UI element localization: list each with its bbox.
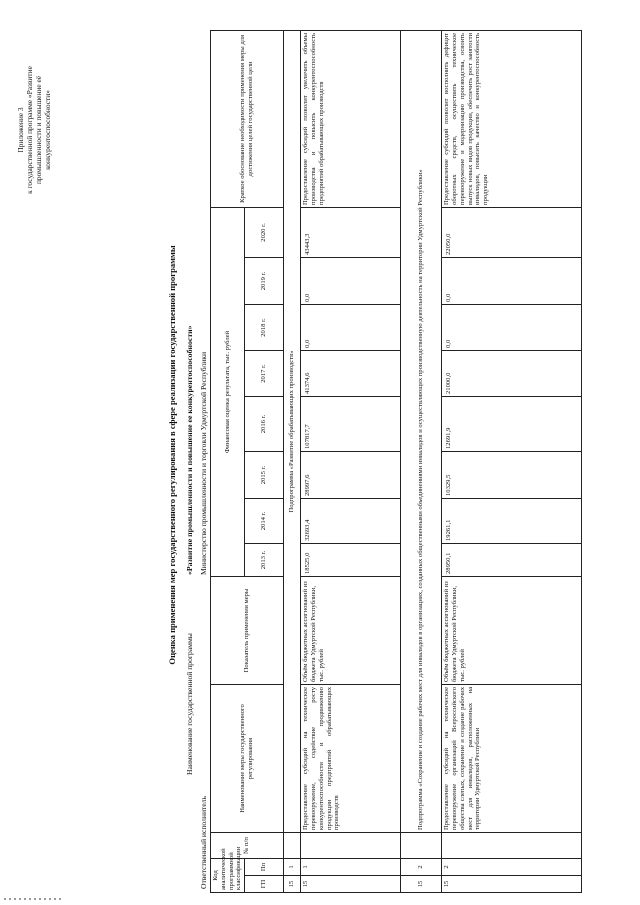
empty-cell <box>401 833 442 859</box>
subprogram-row <box>401 30 442 892</box>
executor-label: Ответственный исполнитель <box>199 796 208 889</box>
measure-cell: Предоставление субсидий на техническое перевооружение, содействие росту конкурентоспособности и продвижению продукции предприятий обрабатывающих производств <box>301 685 401 833</box>
header-indicator: Показатель применения меры <box>211 577 284 685</box>
value-cell: 12691,9 <box>442 397 582 452</box>
header-year: 2016 г. <box>245 397 284 452</box>
value-cell: 0,0 <box>301 305 401 351</box>
value-cell: 21000,0 <box>442 351 582 397</box>
header-justification: Краткое обоснование необходимости применения меры для достижения целей государственной цели <box>211 30 284 207</box>
header-code: Код аналитической программной классификации <box>211 859 245 893</box>
gp-cell: 15 <box>301 876 401 893</box>
regulation-measures-table <box>210 30 582 893</box>
gp-cell: 15 <box>442 876 582 893</box>
value-cell: 0,0 <box>442 258 582 305</box>
scan-artifact <box>4 898 64 900</box>
subprogram-title: Подпрограмма «Сохранение и создание рабочих мест для инвалидов в организациях, созданных общественными объединениями инвалидов и осуществляющих производственную деятельность на территории Удмуртской Республики» <box>401 30 442 832</box>
appendix-line: Приложение 3 <box>16 107 25 153</box>
justification-cell: Предоставление субсидий позволит восполнить дефицит оборотных средств, осуществить техническое перевооружение и модернизацию производства, освоить выпуск новых видов продукции, обеспечить рост занятости инвалидов, повысить качество и конкурентоспособность продукции <box>442 30 582 207</box>
value-cell: 28997,6 <box>301 452 401 499</box>
header-year: 2015 г. <box>245 452 284 499</box>
gp-cell: 15 <box>401 876 442 893</box>
value-cell: 32693,4 <box>301 499 401 544</box>
value-cell: 0,0 <box>442 305 582 351</box>
pp-cell: 1 <box>301 859 401 876</box>
header-pp: Пп <box>245 859 284 876</box>
executor-name: Министерство промышленности и торговли Удмуртской Республики <box>199 351 208 575</box>
justification-cell: Предоставление субсидий позволит увеличить объемы производства и повысить конкурентоспособность предприятий обрабатывающих производств <box>301 30 401 207</box>
gp-cell: 15 <box>284 876 301 893</box>
header-year: 2013 г. <box>245 544 284 577</box>
value-cell: 10329,5 <box>442 452 582 499</box>
indicator-cell: Объём бюджетных ассигнований из бюджета Удмуртской Республики, тыс. рублей <box>301 577 401 685</box>
indicator-cell: Объём бюджетных ассигнований из бюджета Удмуртской Республики, тыс. рублей <box>442 577 582 685</box>
pp-cell: 2 <box>442 859 582 876</box>
empty-cell <box>442 833 582 859</box>
header-year: 2020 г. <box>245 207 284 257</box>
value-cell: 43443,3 <box>301 207 401 257</box>
table-row <box>442 30 582 892</box>
value-cell: 22050,0 <box>442 207 582 257</box>
header-measure: Наименование меры государственного регулирования <box>211 685 284 833</box>
empty-cell <box>301 833 401 859</box>
header-number: № п/п <box>211 833 284 859</box>
appendix-note <box>16 5 52 255</box>
value-cell: 41374,6 <box>301 351 401 397</box>
appendix-line: промышленности и повышение её <box>34 75 43 185</box>
document-title: Оценка применения мер государственного регулирования в сфере реализации государственной программы <box>167 245 177 665</box>
table-row <box>301 30 401 892</box>
pp-cell: 1 <box>284 859 301 876</box>
header-finance: Финансовая оценка результата, тыс. рублей <box>211 207 245 576</box>
value-cell: 107817,7 <box>301 397 401 452</box>
header-gp: ГП <box>245 876 284 893</box>
program-label: Наименование государственной программы <box>185 633 194 775</box>
header-year: 2014 г. <box>245 499 284 544</box>
header-year: 2018 г. <box>245 305 284 351</box>
header-year: 2019 г. <box>245 258 284 305</box>
empty-cell <box>284 833 301 859</box>
measure-cell: Предоставление субсидий на техническое перевооружение организаций Всероссийского общества слепых, сохранение и создание рабочих мест для инвалидов, расположенных на территории Удмуртской Республики <box>442 685 582 833</box>
value-cell: 18525,0 <box>301 544 401 577</box>
value-cell: 28950,1 <box>442 544 582 577</box>
value-cell: 19261,1 <box>442 499 582 544</box>
program-name: «Развитие промышленности и повышение ее конкурентоспособности» <box>185 325 194 575</box>
appendix-line: к государственной программе «Развитие <box>25 66 34 194</box>
subprogram-title: Подпрограмма «Развитие обрабатывающих производств» <box>284 30 301 832</box>
subprogram-row <box>284 30 301 892</box>
pp-cell: 2 <box>401 859 442 876</box>
header-row-1 <box>211 30 245 892</box>
header-year: 2017 г. <box>245 351 284 397</box>
appendix-line: конкурентоспособности» <box>43 90 52 170</box>
value-cell: 0,0 <box>301 258 401 305</box>
